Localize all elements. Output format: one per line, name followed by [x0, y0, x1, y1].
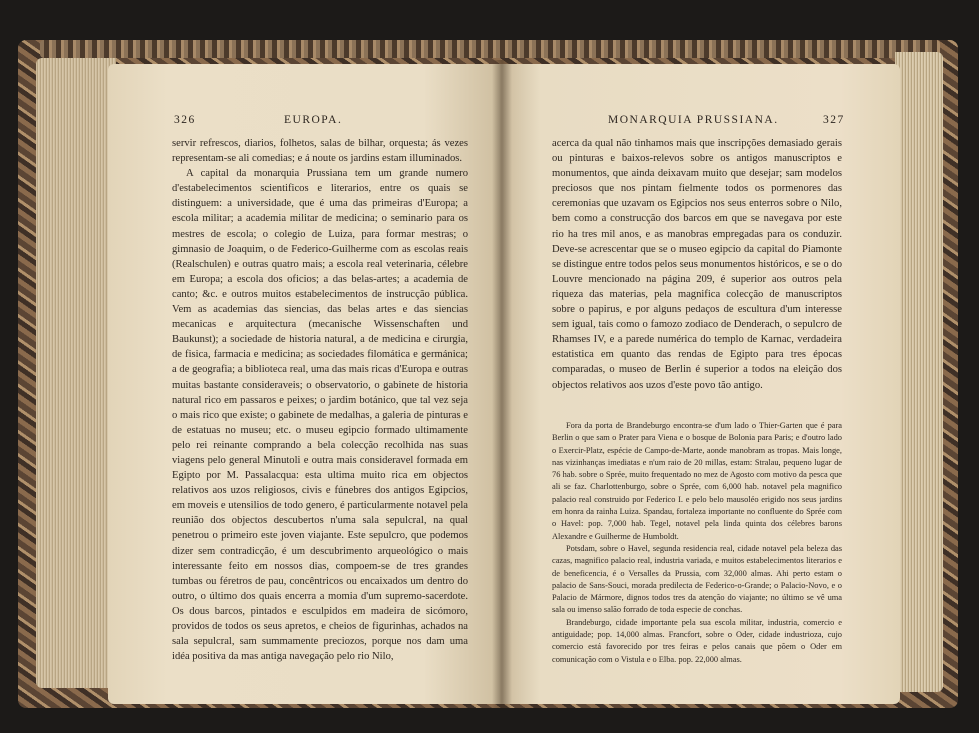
paragraph: A capital da monarquia Prussiana tem um grande numero d'estabelecimentos scientificos e literarios, entre os quais se distinguem: a universidade, que é uma das primeiras d'Europa; a escola militar; a academia militar de medicina; o seminario para os mestres de escola; o colegio de Luiza, para formar mestras; o gimnasio de Joaquim, o de Federico-Guilherme com as escolas reais (Realschulen) e outras quatro mais; a escola real veterinaria, célebre em Europa; a escola dos oficios; a das belas-artes; a academia de canto; &c. e outros muitos estabelecimentos de instrucção pública. Vem as academias das siencias, das belas artes e das siencias mecanicas e arquitectura (mecanische Wissenschaften und Baukunst); a sociedade de historia natural, a de medicina e cirurgia, de fisica, farmacia e medicina; as sociedades filomática e germánica; a de geografia; a biblioteca real, uma das mais ricas d'Europa e outras muitas bastante consideraveis; o observatorio, o gabinete de historia natural rico em passaros e peixes; o jardim botánico, que tal vez seja o mais rico que existe; o gabinete de medalhas, a galeria de pinturas e de estatuas no museu; etc. o museu egipcio formado ultimamente pelo rei reinante comprando a bela colecção recolhida nas suas viagens pelo general Minutoli e outra mais consideravel formada em Egipto por M. Passalacqua: esta ultima muito rica em objectos relativos aos uzos religiosos, civis e fúnebres dos antigos Egipcios, em moveis e utensilios de todo genero, é particularmente notavel pela reunião dos objectos descubertos n'uma sala sepulcral, na qual penetrou o primeiro este joven viajante. Este sepulcro, que podemos dizer sem contradicção, é um descubrimento arqueológico o mais interessante feito em nossos dias, compoem-se de tres grandes tumbas ou féretros de pau, concêntricos ou encaixados um dentro do outro, o último dos quais encerra a momia d'um supremo-sacerdote. Os dous barcos, pintados e esculpidos em madeira de sicómoro, providos de todos os seus apretos, e cheios de figurinhas, achados na sala sepulcral, sam summamente preciozos, porque nos dam uma idéa positiva da mas antiga navegação pelo rio Nilo, — [172, 168, 468, 663]
left-running-title: EUROPA. — [284, 114, 343, 126]
right-page-stack — [895, 52, 943, 692]
note-paragraph: Potsdam, sobre o Havel, segunda residencia real, cidade notavel pela beleza das cazas, magnifico palacio real, industria variada, e muitos estabelecimentos literarios e de beneficencia, é o Versalles da Prussia, com 32,000 almas. Ahi perto estam o palacio de Sans-Souci, morada predilecta de Federico-o-Grande; o Palacio-Novo, e o Palacio de Mármore, dignos todos tres da atenção do viajante; no último se vê uma sala ou imenso salão forrado de toda especie de conchas. — [552, 543, 842, 615]
right-page-number: 327 — [823, 114, 845, 126]
book-gutter — [492, 60, 512, 708]
left-page — [108, 64, 502, 704]
marbled-top-edge — [40, 40, 940, 58]
paragraph: acerca da qual não tinhamos mais que inscripções demasiado gerais ou pinturas e baixos-relevos sobre os antigos manuscriptos e monumentos, que ainda deixavam muito que desejar; sam modelos preciosos que nos pintam fielmente todos os pormenores das ceremonias que uzavam os Egipcios nos seus enterros sobre o Nilo, bem como a construcção dos barcos em que se navegava por este rio ha tres mil anos, e as manobras empregadas para os conduzir. Deve-se acrescentar que se o museo egipcio da capital do Piamonte se distingue entre todos pelos seus monumentos históricos, e se o do Louvre mencionado na página 209, é superior aos outros pela riqueza das materias, pela magnifica colecção de manuscriptos sobre o papirus, e por alguns pedaços de escultura d'um interesse sem igual, tais como o famozo zodiaco de Denderach, o sepulcro de Rhamses IV, e a parede numérica do templo de Karnac, verdadeira estatistica em quanto das rendas de Egipto para tres épocas comparadas, o museo de Berlin é superior a todos na eleição dos objectos relativos aos uzos d'este povo tão antigo. — [552, 138, 842, 391]
left-page-body — [172, 136, 468, 664]
note-paragraph: Fora da porta de Brandeburgo encontra-se d'um lado o Thier-Garten que é para Berlin o que sam o Prater para Viena e o bosque de Bolonia para Paris; e d'outro lado o Exercir-Platz, espécie de Campo-de-Marte, aonde manobram as tropas. Mais longe, nas vizinhanças imediatas e n'um raio de 20 millas, estam: Stralau, pequeno lugar de 76 hab. sobre o Sprée, muito frequentado no mez de Agosto com motivo da pesca que ali se faz. Charlottenburgo, sobre o Sprée, com 6,000 hab. notavel pela magnifico palacio real construido por Federico I. e pelo belo mausoléo erigido nos seus jardins em honra da rainha Luiza. Spandau, fortaleza importante no confluente do Sprée com o Havel: pop. 7,000 hab. Tegel, notavel pela linda quinta dos célebres barons Alexandre e Guilherme de Humboldt. — [552, 421, 842, 541]
right-page-body — [552, 136, 842, 393]
right-running-title: MONARQUIA PRUSSIANA. — [608, 114, 779, 126]
right-page-notes — [552, 420, 842, 666]
right-page — [500, 64, 900, 704]
left-page-number: 326 — [174, 114, 196, 126]
left-page-stack — [36, 58, 116, 688]
note-paragraph: Brandeburgo, cidade importante pela sua escola militar, industria, comercio e antiguidade; pop. 14,000 almas. Francfort, sobre o Oder, cidade industrioza, cujo comercio está favorecido por tres feiras e pelos canais que põem o Oder em comunicação com o Vistula e o Elba. pop. 22,000 almas. — [552, 617, 842, 664]
paragraph: servir refrescos, diarios, folhetos, salas de bilhar, orquesta; ás vezes representam-se ali comedias; e á noute os jardins estam illuminados. — [172, 138, 468, 165]
